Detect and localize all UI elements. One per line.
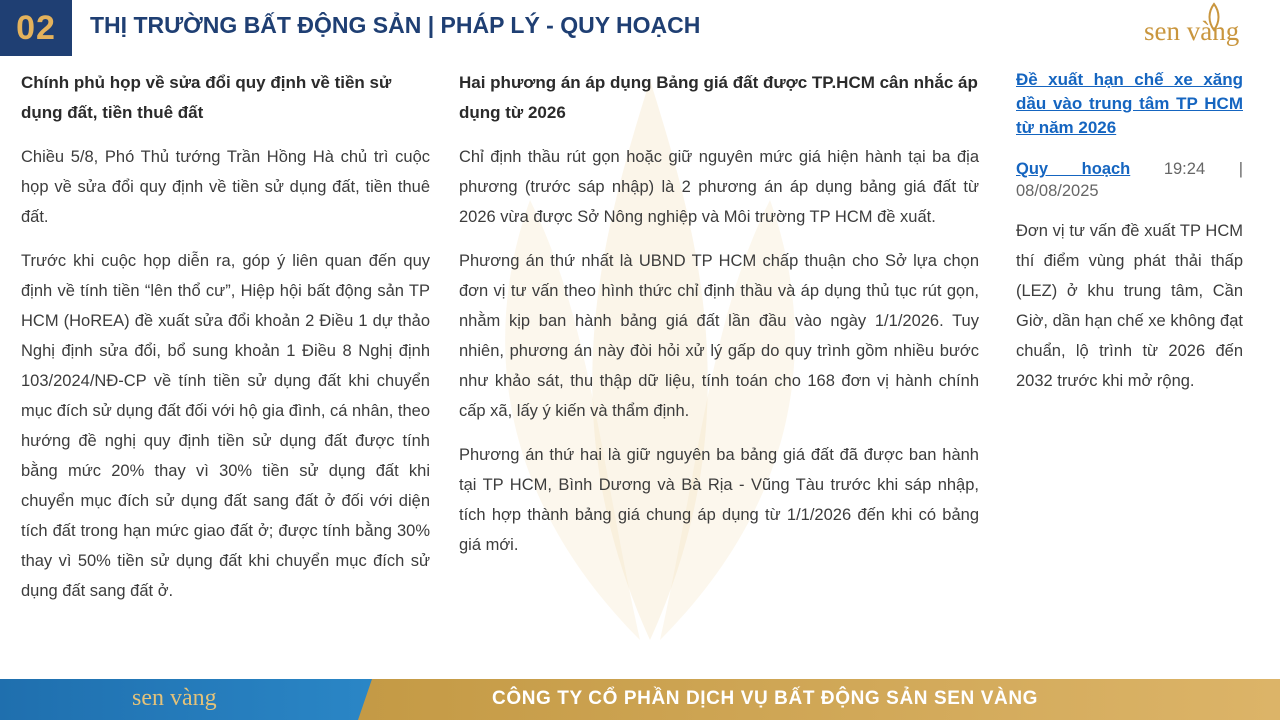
article-meta [1016,158,1243,180]
article-1 [21,68,430,620]
meta-separator: | [1238,160,1243,178]
article-paragraph: Chiều 5/8, Phó Thủ tướng Trần Hồng Hà chủ trì cuộc họp về sửa đổi quy định về tiền sử dụng đất, tiền thuê đất. [21,148,430,226]
article-time: 19:24 [1163,160,1206,178]
article-title: Chính phủ họp về sửa đổi quy định về tiền sử dụng đất, tiền thuê đất [21,73,392,122]
company-name: CÔNG TY CỔ PHẦN DỊCH VỤ BẤT ĐỘNG SẢN SEN VÀNG [492,688,1039,709]
article-title: Hai phương án áp dụng Bảng giá đất được TP.HCM cân nhắc áp dụng từ 2026 [459,73,978,122]
category-link[interactable]: Quy hoạch [1016,160,1131,178]
article-date: 08/08/2025 [1016,182,1099,200]
footer-left-band [0,679,372,720]
page-header [0,0,1280,56]
article-paragraph: Trước khi cuộc họp diễn ra, góp ý liên quan đến quy định về tính tiền “lên thổ cư”, Hiệp hội bất động sản TP HCM (HoREA) đề xuất sửa đổi khoản 2 Điều 1 dự thảo Nghị định sửa đổi, bổ sung khoản 1 Điều 8 Nghị định 103/2024/NĐ-CP về tính tiền sử dụng đất khi chuyển mục đích sử dụng đất đối với hộ gia đình, cá nhân, theo hướng đề nghị quy định tiền sử dụng đất được tính bằng mức 20% thay vì 30% tiền sử dụng đất khi chuyển mục đích sử dụng đất sang đất ở đối với diện tích đất trong hạn mức giao đất ở; được tính bằng 30% thay vì 50% tiền sử dụng đất khi chuyển mục đích sử dụng đất sang đất ở. [21,252,430,600]
brand-logo [1140,2,1276,50]
logo-text: sen vàng [1144,16,1240,46]
article-paragraph: Phương án thứ nhất là UBND TP HCM chấp thuận cho Sở lựa chọn đơn vị tư vấn theo hình thức chỉ định thầu và áp dụng thủ tục rút gọn, nhằm kịp ban hành bảng giá đất lần đầu vào ngày 1/1/2026. Tuy nhiên, phương án này đòi hỏi xử lý gấp do quy trình gồm nhiều bước như khảo sát, thu thập dữ liệu, tính toán cho 168 đơn vị hành chính cấp xã, lấy ý kiến và thẩm định. [459,252,979,420]
section-number: 02 [0,0,72,56]
sidebar-news [1016,68,1243,410]
article-2 [459,68,979,574]
page-title: THỊ TRƯỜNG BẤT ĐỘNG SẢN | PHÁP LÝ - QUY HOẠCH [90,12,701,38]
related-article-link[interactable]: Đề xuất hạn chế xe xăng dầu vào trung tâm TP HCM từ năm 2026 [1016,70,1243,137]
article-paragraph: Chỉ định thầu rút gọn hoặc giữ nguyên mức giá hiện hành tại ba địa phương (trước sáp nhập) là 2 phương án áp dụng bảng giá đất từ 2026 vừa được Sở Nông nghiệp và Môi trường TP HCM đề xuất. [459,148,979,226]
footer-logo: sen vàng [132,685,217,711]
footer-banner [0,679,1280,720]
article-paragraph: Phương án thứ hai là giữ nguyên ba bảng giá đất đã được ban hành tại TP HCM, Bình Dương và Bà Rịa - Vũng Tàu trước khi sáp nhập, tích hợp thành bảng giá chung áp dụng từ 1/1/2026 đến khi có bảng giá mới. [459,446,979,554]
article-summary: Đơn vị tư vấn đề xuất TP HCM thí điểm vùng phát thải thấp (LEZ) ở khu trung tâm, Cần Giờ, dần hạn chế xe không đạt chuẩn, lộ trình từ 2026 đến 2032 trước khi mở rộng. [1016,222,1243,390]
